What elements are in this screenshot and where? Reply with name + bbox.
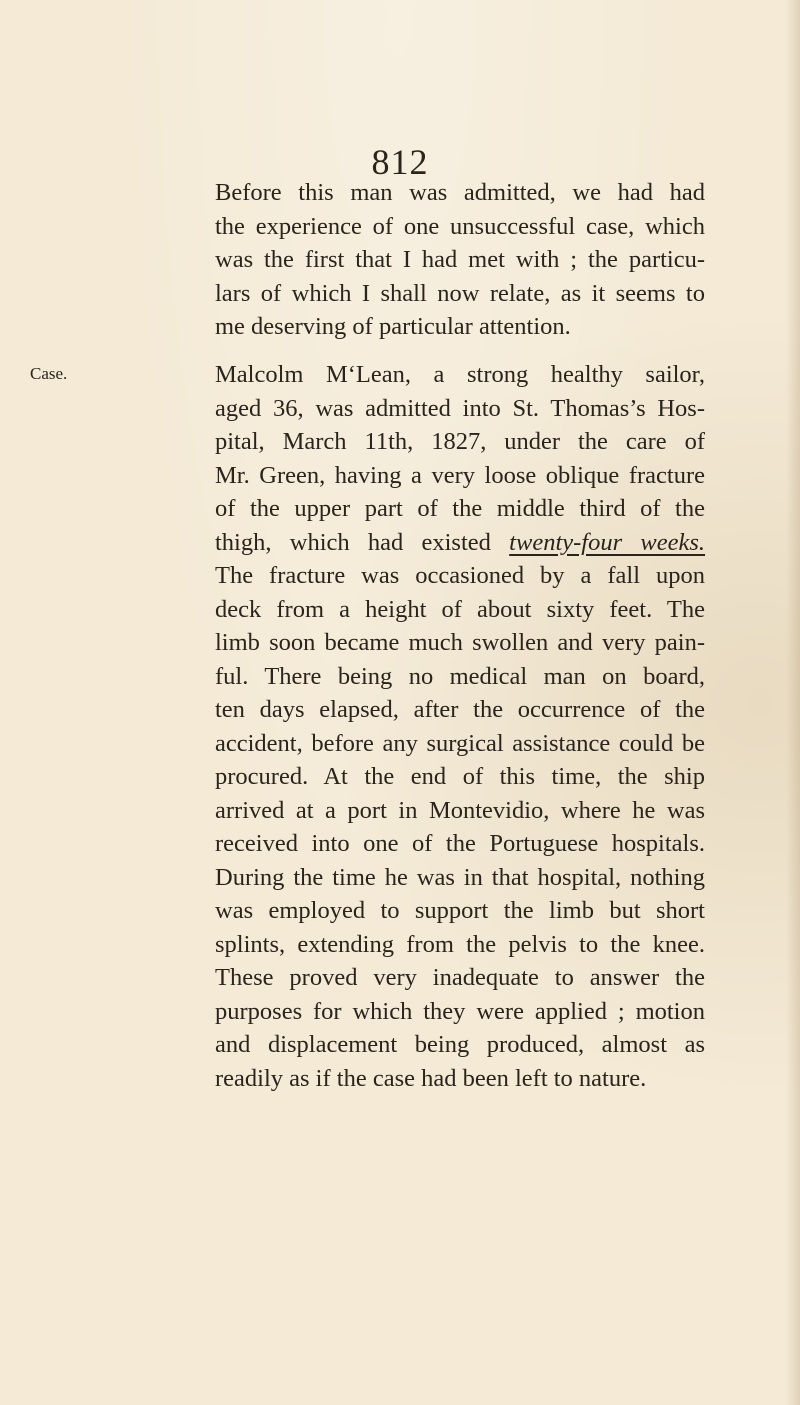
- text-line: received into one of the Portuguese hospitals.: [215, 830, 705, 857]
- text-segment: thigh, which had existed: [215, 528, 510, 556]
- text-line: Mr. Green, having a very loose oblique fracture: [215, 461, 705, 489]
- text-line: Before this man was admitted, we had had: [215, 179, 705, 206]
- text-line: arrived at a port in Montevidio, where he was: [215, 796, 705, 824]
- text-line: The fracture was occasioned by a fall upon: [215, 562, 705, 589]
- text-line: readily as if the case had been left to nature.: [215, 1064, 647, 1092]
- page-edge-shadow: [786, 0, 800, 1405]
- text-line: me deserving of particular attention.: [215, 313, 571, 340]
- paragraph-2: [215, 358, 705, 1095]
- text-line-with-emphasis: [215, 526, 705, 560]
- page-number: 812: [371, 142, 429, 182]
- text-line: was the first that I had met with ; the particu-: [215, 246, 705, 273]
- text-line: ten days elapsed, after the occurrence of the: [215, 696, 705, 723]
- text-line: limb soon became much swollen and very pain-: [215, 629, 705, 656]
- text-line: and displacement being produced, almost as: [215, 1031, 705, 1058]
- text-line: ful. There being no medical man on board,: [215, 662, 705, 690]
- emphasized-phrase: twenty-four weeks.: [509, 528, 706, 556]
- text-line: was employed to support the limb but short: [215, 897, 705, 924]
- text-line: procured. At the end of this time, the ship: [215, 763, 705, 790]
- text-line: accident, before any surgical assistance could be: [215, 729, 705, 757]
- text-line: purposes for which they were applied ; motion: [215, 997, 705, 1025]
- text-line: aged 36, was admitted into St. Thomas’s Hos-: [215, 394, 705, 422]
- margin-note: Case.: [30, 364, 68, 383]
- text-line: pital, March 11th, 1827, under the care of: [215, 428, 705, 455]
- text-line: During the time he was in that hospital, nothing: [215, 863, 705, 891]
- paragraph-1: [215, 176, 705, 344]
- text-line: deck from a height of about sixty feet. The: [215, 595, 705, 623]
- text-line: These proved very inadequate to answer the: [215, 964, 705, 991]
- text-line: of the upper part of the middle third of the: [215, 495, 705, 522]
- text-line: the experience of one unsuccessful case, which: [215, 212, 705, 240]
- text-line: Malcolm M‘Lean, a strong healthy sailor,: [215, 361, 705, 388]
- text-line: splints, extending from the pelvis to the knee.: [215, 930, 705, 958]
- text-line: lars of which I shall now relate, as it seems to: [215, 279, 705, 307]
